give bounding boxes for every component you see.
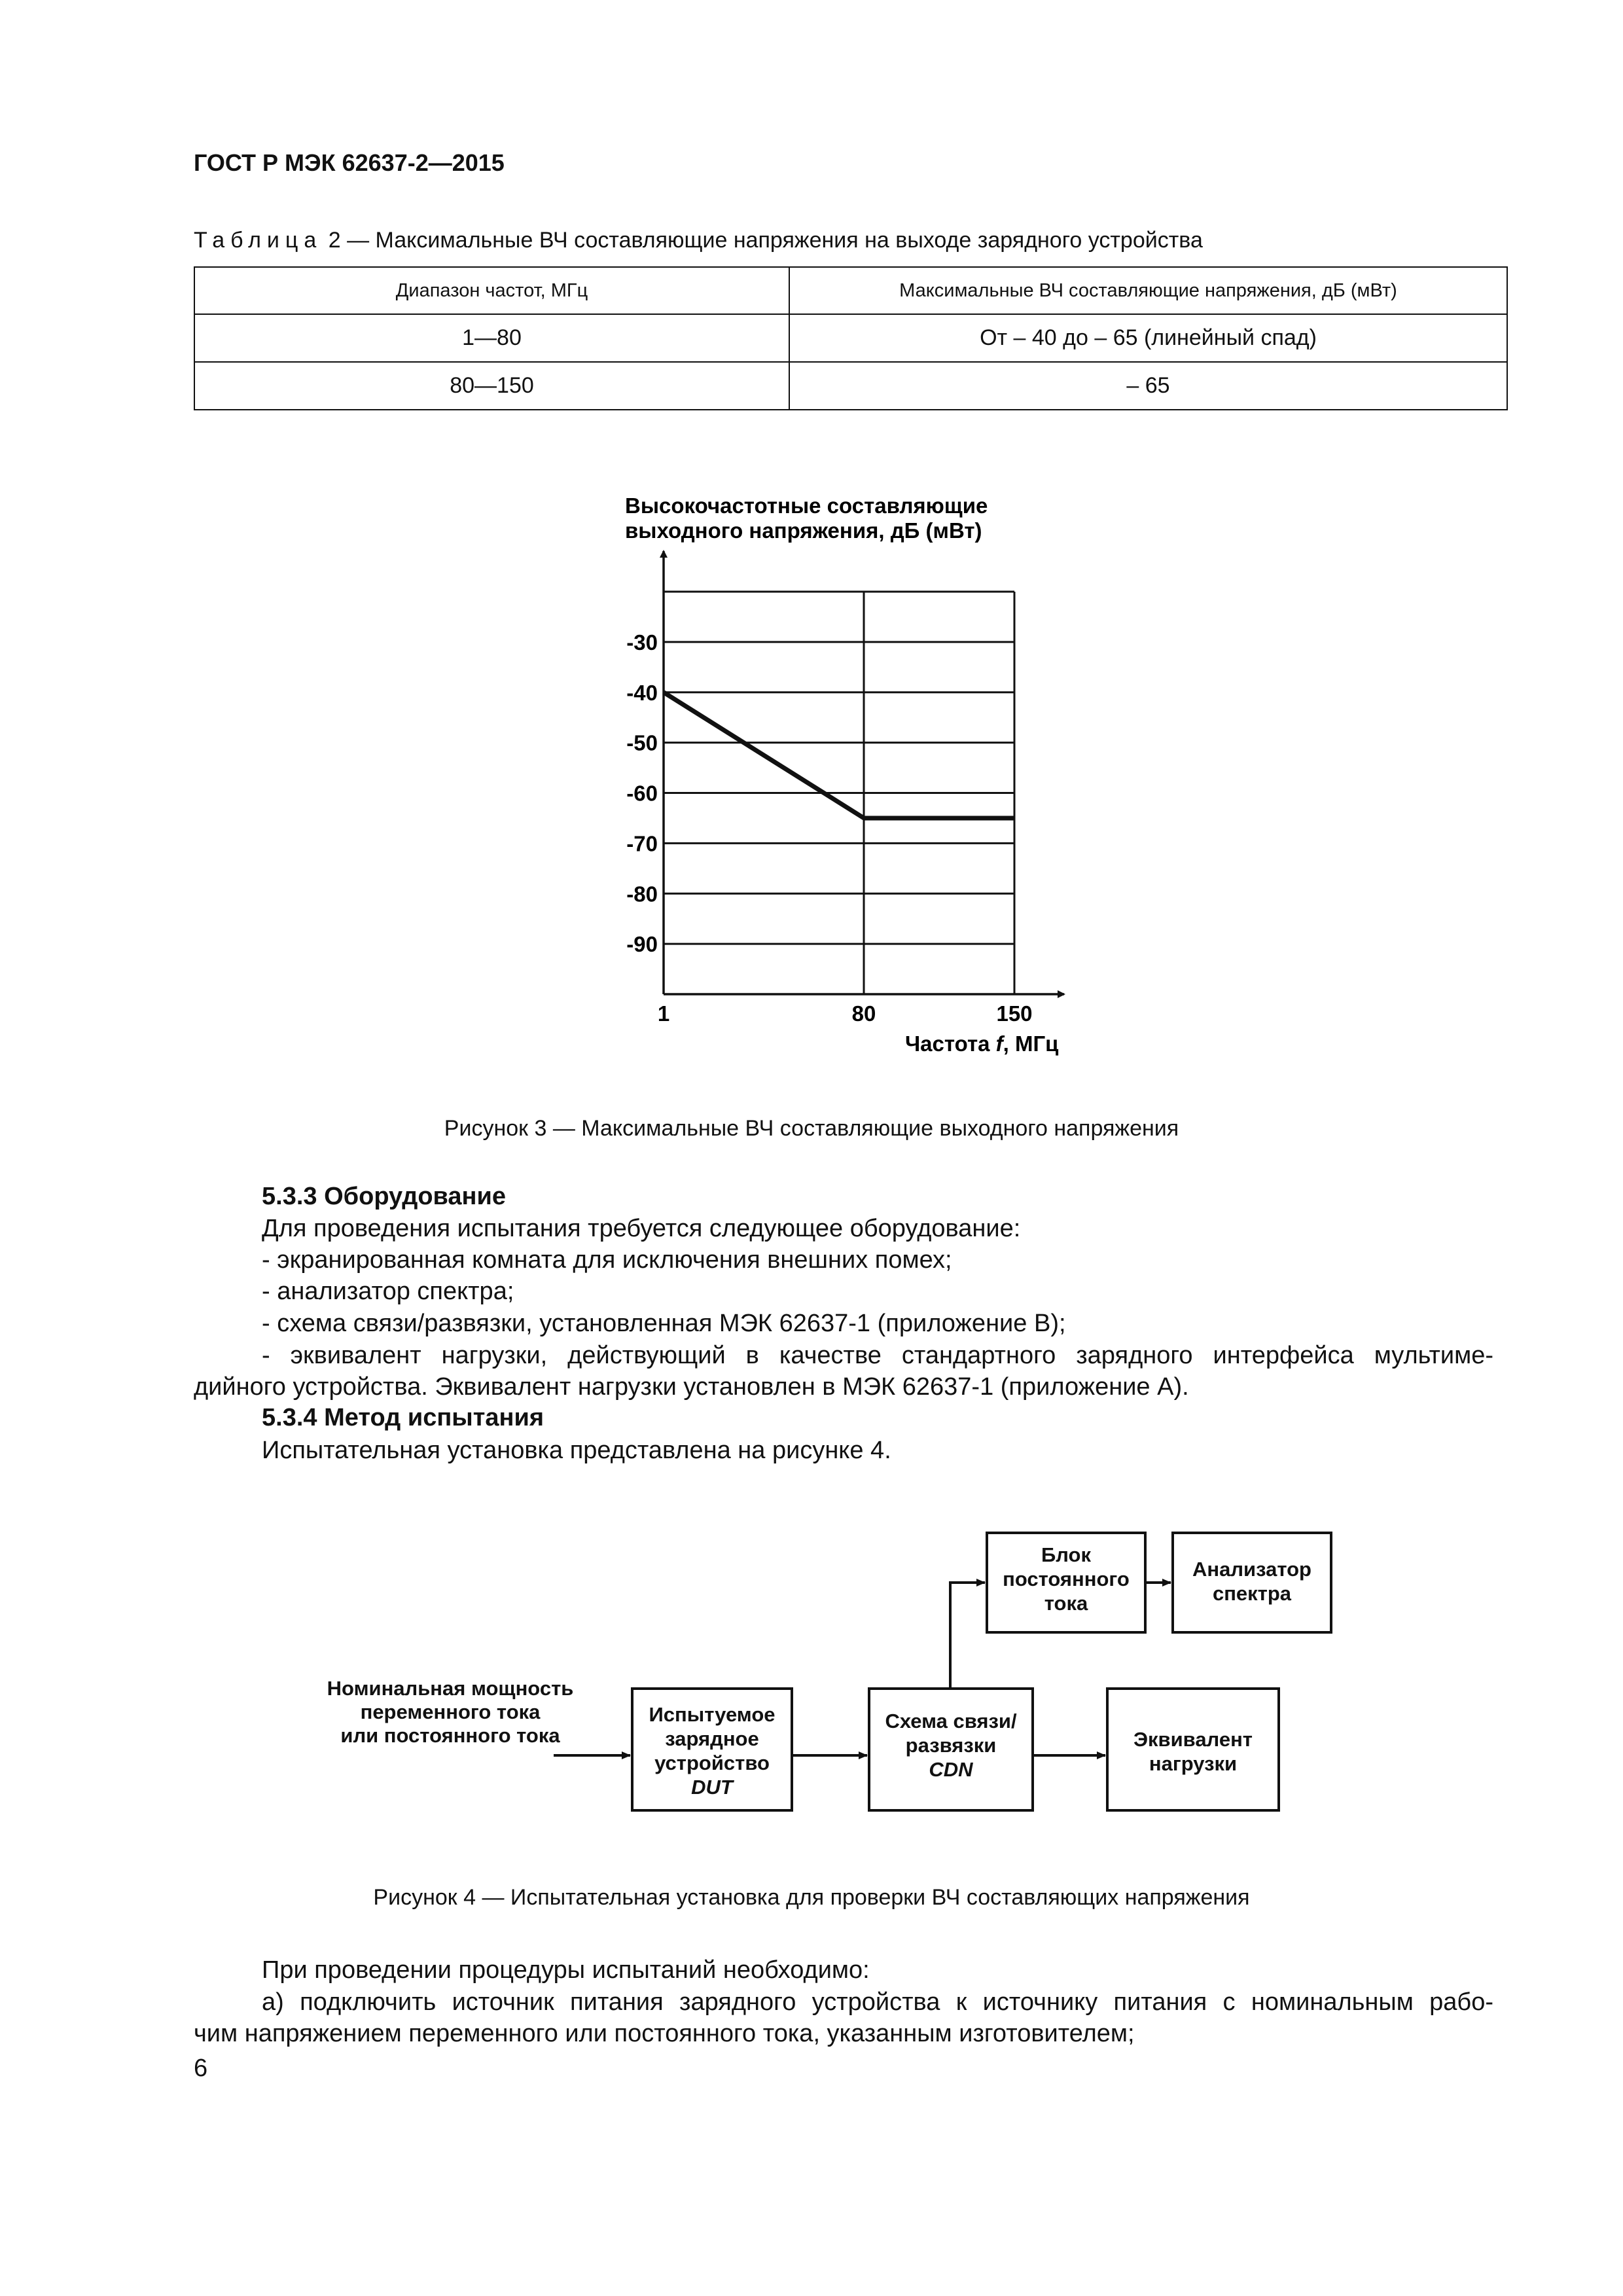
dut-box bbox=[632, 1689, 792, 1810]
load-label-line1: Эквивалент bbox=[1133, 1728, 1253, 1751]
input-label-line2: переменного тока bbox=[360, 1700, 541, 1723]
x-tick-label: 1 bbox=[657, 1001, 670, 1026]
equipment-item-last-line2: дийного устройства. Эквивалент нагрузки установлен в МЭК 62637-1 (приложение А). bbox=[194, 1373, 1189, 1401]
x-tick-label: 150 bbox=[996, 1001, 1033, 1026]
procedure-intro: При проведении процедуры испытаний необходимо: bbox=[262, 1956, 870, 1984]
x-tick-label: 80 bbox=[851, 1001, 876, 1026]
chart-grid bbox=[664, 592, 1014, 994]
analyzer-label-line1: Анализатор bbox=[1192, 1558, 1311, 1581]
y-axis-label-line1: Высокочастотные составляющие bbox=[625, 493, 988, 518]
cdn-label-line2: развязки bbox=[905, 1734, 997, 1757]
y-axis-label-line2: выходного напряжения, дБ (мВт) bbox=[625, 518, 982, 543]
section-5-3-4-text: Испытательная установка представлена на рисунке 4. bbox=[262, 1437, 891, 1464]
table-caption-prefix: Таблица bbox=[194, 228, 323, 253]
page-number: 6 bbox=[194, 2054, 208, 2082]
section-5-3-3-intro: Для проведения испытания требуется следующее оборудование: bbox=[262, 1215, 1021, 1242]
y-tick-label: -50 bbox=[626, 730, 658, 755]
y-tick-label: -40 bbox=[626, 680, 658, 705]
y-tick-label: -30 bbox=[626, 630, 658, 655]
column-header-frequency: Диапазон частот, МГц bbox=[194, 267, 789, 314]
y-tick-label: -70 bbox=[626, 831, 658, 856]
dc-block-label-line2: постоянного bbox=[1003, 1568, 1130, 1590]
series-line bbox=[664, 692, 1014, 818]
dc-block-box bbox=[987, 1533, 1145, 1632]
procedure-item-a-line2: чим напряжением переменного или постоянного тока, указанным изготовителем; bbox=[194, 2020, 1135, 2047]
equipment-item: - схема связи/развязки, установленная МЭК 62637-1 (приложение B); bbox=[262, 1310, 1066, 1337]
input-label-line1: Номинальная мощность bbox=[327, 1677, 574, 1700]
figure-4-caption: Рисунок 4 — Испытательная установка для проверки ВЧ составляющих напряжения bbox=[373, 1885, 1250, 1910]
chart-tick-labels bbox=[626, 630, 1032, 1026]
equipment-item: - экранированная комната для исключения внешних помех; bbox=[262, 1246, 952, 1274]
load-box bbox=[1107, 1689, 1279, 1810]
table-caption-text: 2 — Максимальные ВЧ составляющие напряжения на выходе зарядного устройства bbox=[322, 228, 1203, 253]
table-cell: – 65 bbox=[789, 362, 1507, 410]
cdn-abbr: CDN bbox=[929, 1758, 973, 1781]
dut-label-line3: устройство bbox=[654, 1751, 770, 1774]
analyzer-box bbox=[1173, 1533, 1331, 1632]
load-label-line2: нагрузки bbox=[1149, 1752, 1238, 1775]
chart-series bbox=[664, 692, 1014, 818]
dc-block-label-line3: тока bbox=[1044, 1592, 1088, 1615]
cdn-box bbox=[869, 1689, 1033, 1810]
procedure-item-a-line1: а) подключить источник питания зарядного устройства к источнику питания с номинальным рабо- bbox=[262, 1988, 1493, 2016]
table-cell: От – 40 до – 65 (линейный спад) bbox=[789, 314, 1507, 362]
section-5-3-4-heading: 5.3.4 Метод испытания bbox=[262, 1404, 544, 1431]
column-header-voltage: Максимальные ВЧ составляющие напряжения, дБ (мВт) bbox=[789, 267, 1507, 314]
table-cell: 1—80 bbox=[194, 314, 789, 362]
cdn-label-line1: Схема связи/ bbox=[885, 1710, 1017, 1732]
x-axis-label: Частота f, МГц bbox=[905, 1031, 1059, 1056]
analyzer-label-line2: спектра bbox=[1212, 1582, 1292, 1605]
y-tick-label: -90 bbox=[626, 932, 658, 957]
table-cell: 80—150 bbox=[194, 362, 789, 410]
y-tick-label: -80 bbox=[626, 882, 658, 906]
figure-3-caption: Рисунок 3 — Максимальные ВЧ составляющие выходного напряжения bbox=[444, 1116, 1179, 1141]
dut-abbr: DUT bbox=[691, 1776, 733, 1799]
input-label-line3: или постоянного тока bbox=[340, 1724, 560, 1747]
section-5-3-3-heading: 5.3.3 Оборудование bbox=[262, 1183, 506, 1210]
dc-block-label-line1: Блок bbox=[1041, 1543, 1092, 1566]
dut-label-line2: зарядное bbox=[665, 1727, 759, 1750]
equipment-item: - анализатор спектра; bbox=[262, 1278, 514, 1305]
figure-3-chart bbox=[0, 0, 1623, 1113]
equipment-item-last-line1: - эквивалент нагрузки, действующий в качестве стандартного зарядного интерфейса мультиме- bbox=[262, 1342, 1493, 1369]
arrow-cdn-to-dc-block bbox=[950, 1583, 985, 1689]
document-header: ГОСТ Р МЭК 62637-2—2015 bbox=[194, 149, 505, 176]
dut-label-line1: Испытуемое bbox=[649, 1703, 776, 1726]
y-tick-label: -60 bbox=[626, 781, 658, 806]
